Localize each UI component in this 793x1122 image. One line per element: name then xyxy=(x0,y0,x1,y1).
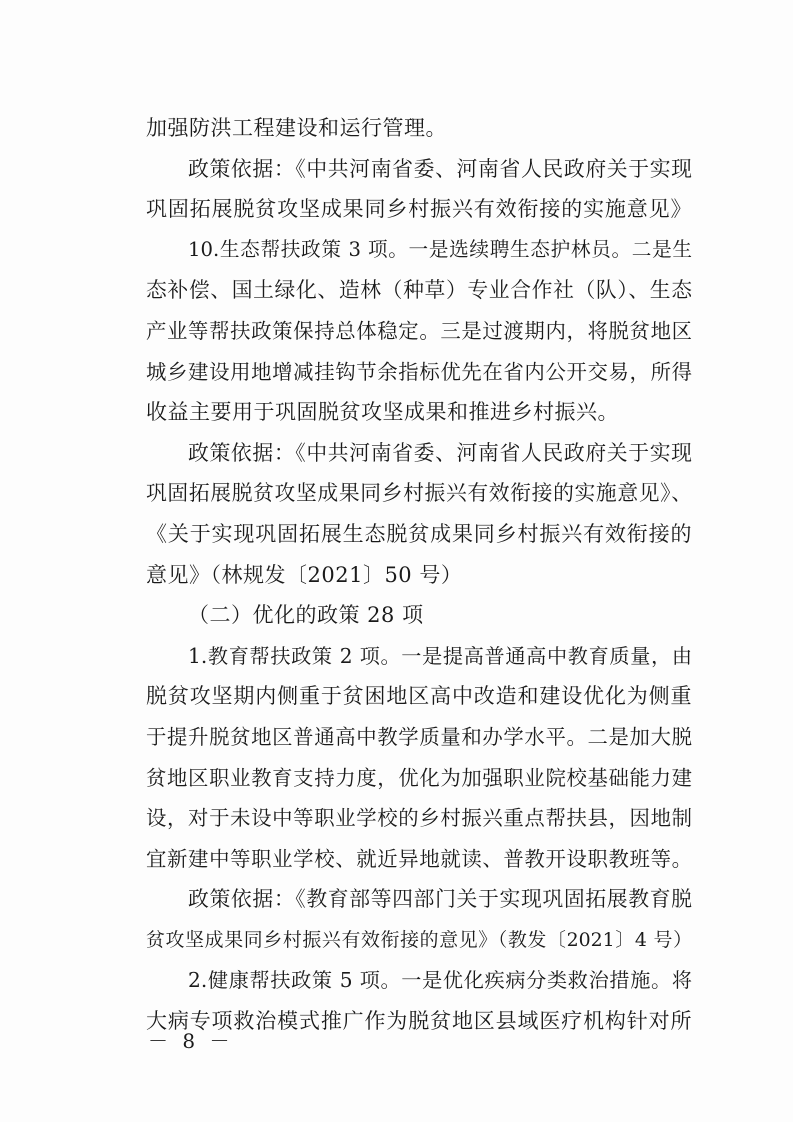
text-line: 加强防洪工程建设和运行管理。 xyxy=(146,116,447,140)
text-line: 产业等帮扶政策保持总体稳定。三是过渡期内，将脱贫地区 xyxy=(146,318,692,343)
text-line: 贫地区职业教育支持力度，优化为加强职业院校基础能力建 xyxy=(146,765,692,790)
page-number: － 8 － xyxy=(148,1029,234,1053)
text-line: 于提升脱贫地区普通高中教学质量和办学水平。二是加大脱 xyxy=(146,724,692,749)
text-line: 城乡建设用地增减挂钩节余指标优先在省内公开交易，所得 xyxy=(146,359,692,384)
text-line: 2.健康帮扶政策 5 项。一是优化疾病分类救治措施。将 xyxy=(188,968,692,993)
text-line: 1.教育帮扶政策 2 项。一是提高普通高中教育质量，由 xyxy=(188,643,692,668)
section-heading: （二）优化的政策 28 项 xyxy=(188,603,424,628)
text-line: 巩固拓展脱贫攻坚成果同乡村振兴有效衔接的实施意见》 xyxy=(146,197,692,222)
text-line: 《关于实现巩固拓展生态脱贫成果同乡村振兴有效衔接的 xyxy=(146,521,692,546)
text-line: 宜新建中等职业学校、就近异地就读、普教开设职教班等。 xyxy=(146,846,692,871)
text-line: 大病专项救治模式推广作为脱贫地区县域医疗机构针对所 xyxy=(146,1009,692,1034)
document-body xyxy=(146,108,692,1042)
text-line: 设，对于未设中等职业学校的乡村振兴重点帮扶县，因地制 xyxy=(146,806,692,831)
text-line: 政策依据：《中共河南省委、河南省人民政府关于实现 xyxy=(188,156,692,181)
text-line: 收益主要用于巩固脱贫攻坚成果和推进乡村振兴。 xyxy=(146,400,619,425)
text-line: 政策依据：《中共河南省委、河南省人民政府关于实现 xyxy=(188,440,692,465)
text-line: 政策依据：《教育部等四部门关于实现巩固拓展教育脱 xyxy=(188,887,692,912)
text-line: 巩固拓展脱贫攻坚成果同乡村振兴有效衔接的实施意见》、 xyxy=(146,481,692,506)
text-line: 10.生态帮扶政策 3 项。一是选续聘生态护林员。二是生 xyxy=(188,237,692,261)
text-line: 意见》（林规发〔2021〕50 号） xyxy=(146,562,463,587)
text-line: 脱贫攻坚期内侧重于贫困地区高中改造和建设优化为侧重 xyxy=(146,684,692,709)
text-line: 态补偿、国土绿化、造林（种草）专业合作社（队）、生态 xyxy=(146,278,692,303)
text-line: 贫攻坚成果同乡村振兴有效衔接的意见》（教发〔2021〕4 号） xyxy=(146,928,692,951)
